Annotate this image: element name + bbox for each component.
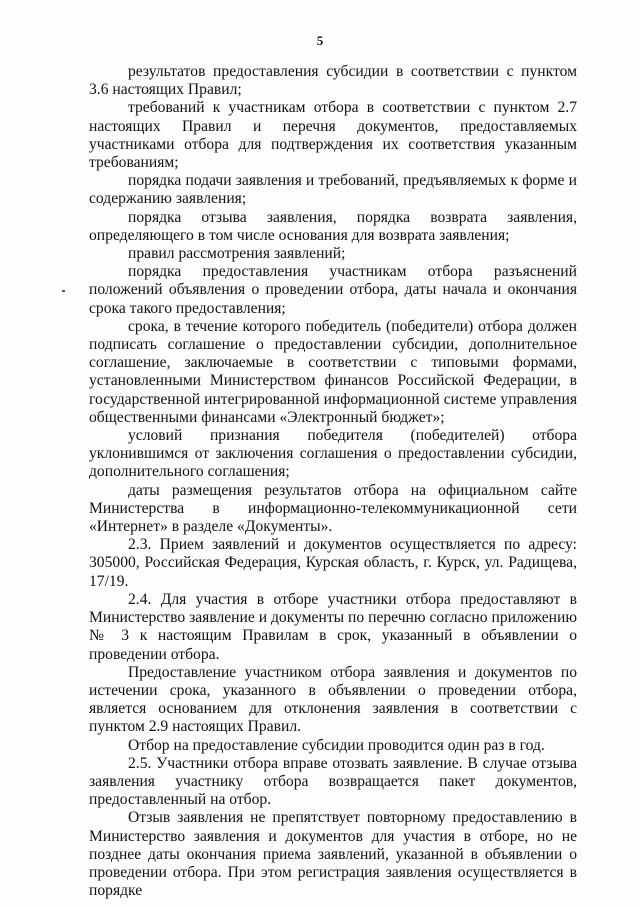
paragraph: Отбор на предоставление субсидии проводится один раз в год. — [128, 736, 545, 754]
paragraph: 2.4. Для участия в отборе участники отбора предоставляют в Министерство заявление и документы по перечню согласно приложению № 3 к настоящим Правилам в срок, указанный в объявлении о проведении отбора. — [89, 590, 577, 663]
paragraph: срока, в течение которого победитель (победители) отбора должен подписать соглашение о предоставлении субсидии, дополнительное соглашение, заключаемые в соответствии с типовыми формами, установленными Министерством финансов Российской Федерации, в государственной интегрированной информационной системе управления общественными финансами «Электронный бюджет»; — [89, 317, 577, 426]
paragraph: требований к участникам отбора в соответствии с пунктом 2.7 настоящих Правил и перечня документов, предоставляемых участниками отбора для подтверждения их соответствия указанным требованиям; — [89, 99, 577, 172]
page-number: 5 — [316, 33, 324, 48]
paragraph: условий признания победителя (победителей) отбора уклонившимся от заключения соглашения о предоставлении субсидии, дополнительного соглашения; — [89, 427, 577, 481]
paragraph: правил рассмотрения заявлений; — [128, 245, 346, 263]
paragraph: Отзыв заявления не препятствует повторному предоставлению в Министерство заявления и документов для участия в отборе, но не позднее даты окончания приема заявлений, указанной в объявлении о проведении отбора. При этом регистрация заявления осуществляется в порядке — [89, 809, 577, 900]
margin-mark — [62, 290, 65, 292]
paragraph: порядка отзыва заявления, порядка возврата заявления, определяющего в том числе основания для возврата заявления; — [89, 208, 577, 244]
paragraph: 2.5. Участники отбора вправе отозвать заявление. В случае отзыва заявления участнику отбора возвращается пакет документов, предоставленный на отбор. — [89, 754, 577, 809]
paragraph: результатов предоставления субсидии в соответствии с пунктом 3.6 настоящих Правил; — [89, 63, 577, 99]
document-body — [89, 63, 577, 900]
paragraph: даты размещения результатов отбора на официальном сайте Министерства в информационно-телекоммуникационной сети «Интернет» в разделе «Документы». — [89, 481, 577, 536]
paragraph: 2.3. Прием заявлений и документов осуществляется по адресу: 305000, Российская Федерация, Курская область, г. Курск, ул. Радищева, 17/19. — [89, 536, 577, 590]
paragraph: порядка предоставления участникам отбора разъяснений положений объявления о проведении отбора, даты начала и окончания срока такого предоставления; — [89, 263, 577, 317]
paragraph: порядка подачи заявления и требований, предъявляемых к форме и содержанию заявления; — [89, 172, 577, 208]
paragraph: Предоставление участником отбора заявления и документов по истечении срока, указанного в объявлении о проведении отбора, является основанием для отклонения заявления в соответствии с пунктом 2.9 настоящих Правил. — [89, 663, 577, 736]
